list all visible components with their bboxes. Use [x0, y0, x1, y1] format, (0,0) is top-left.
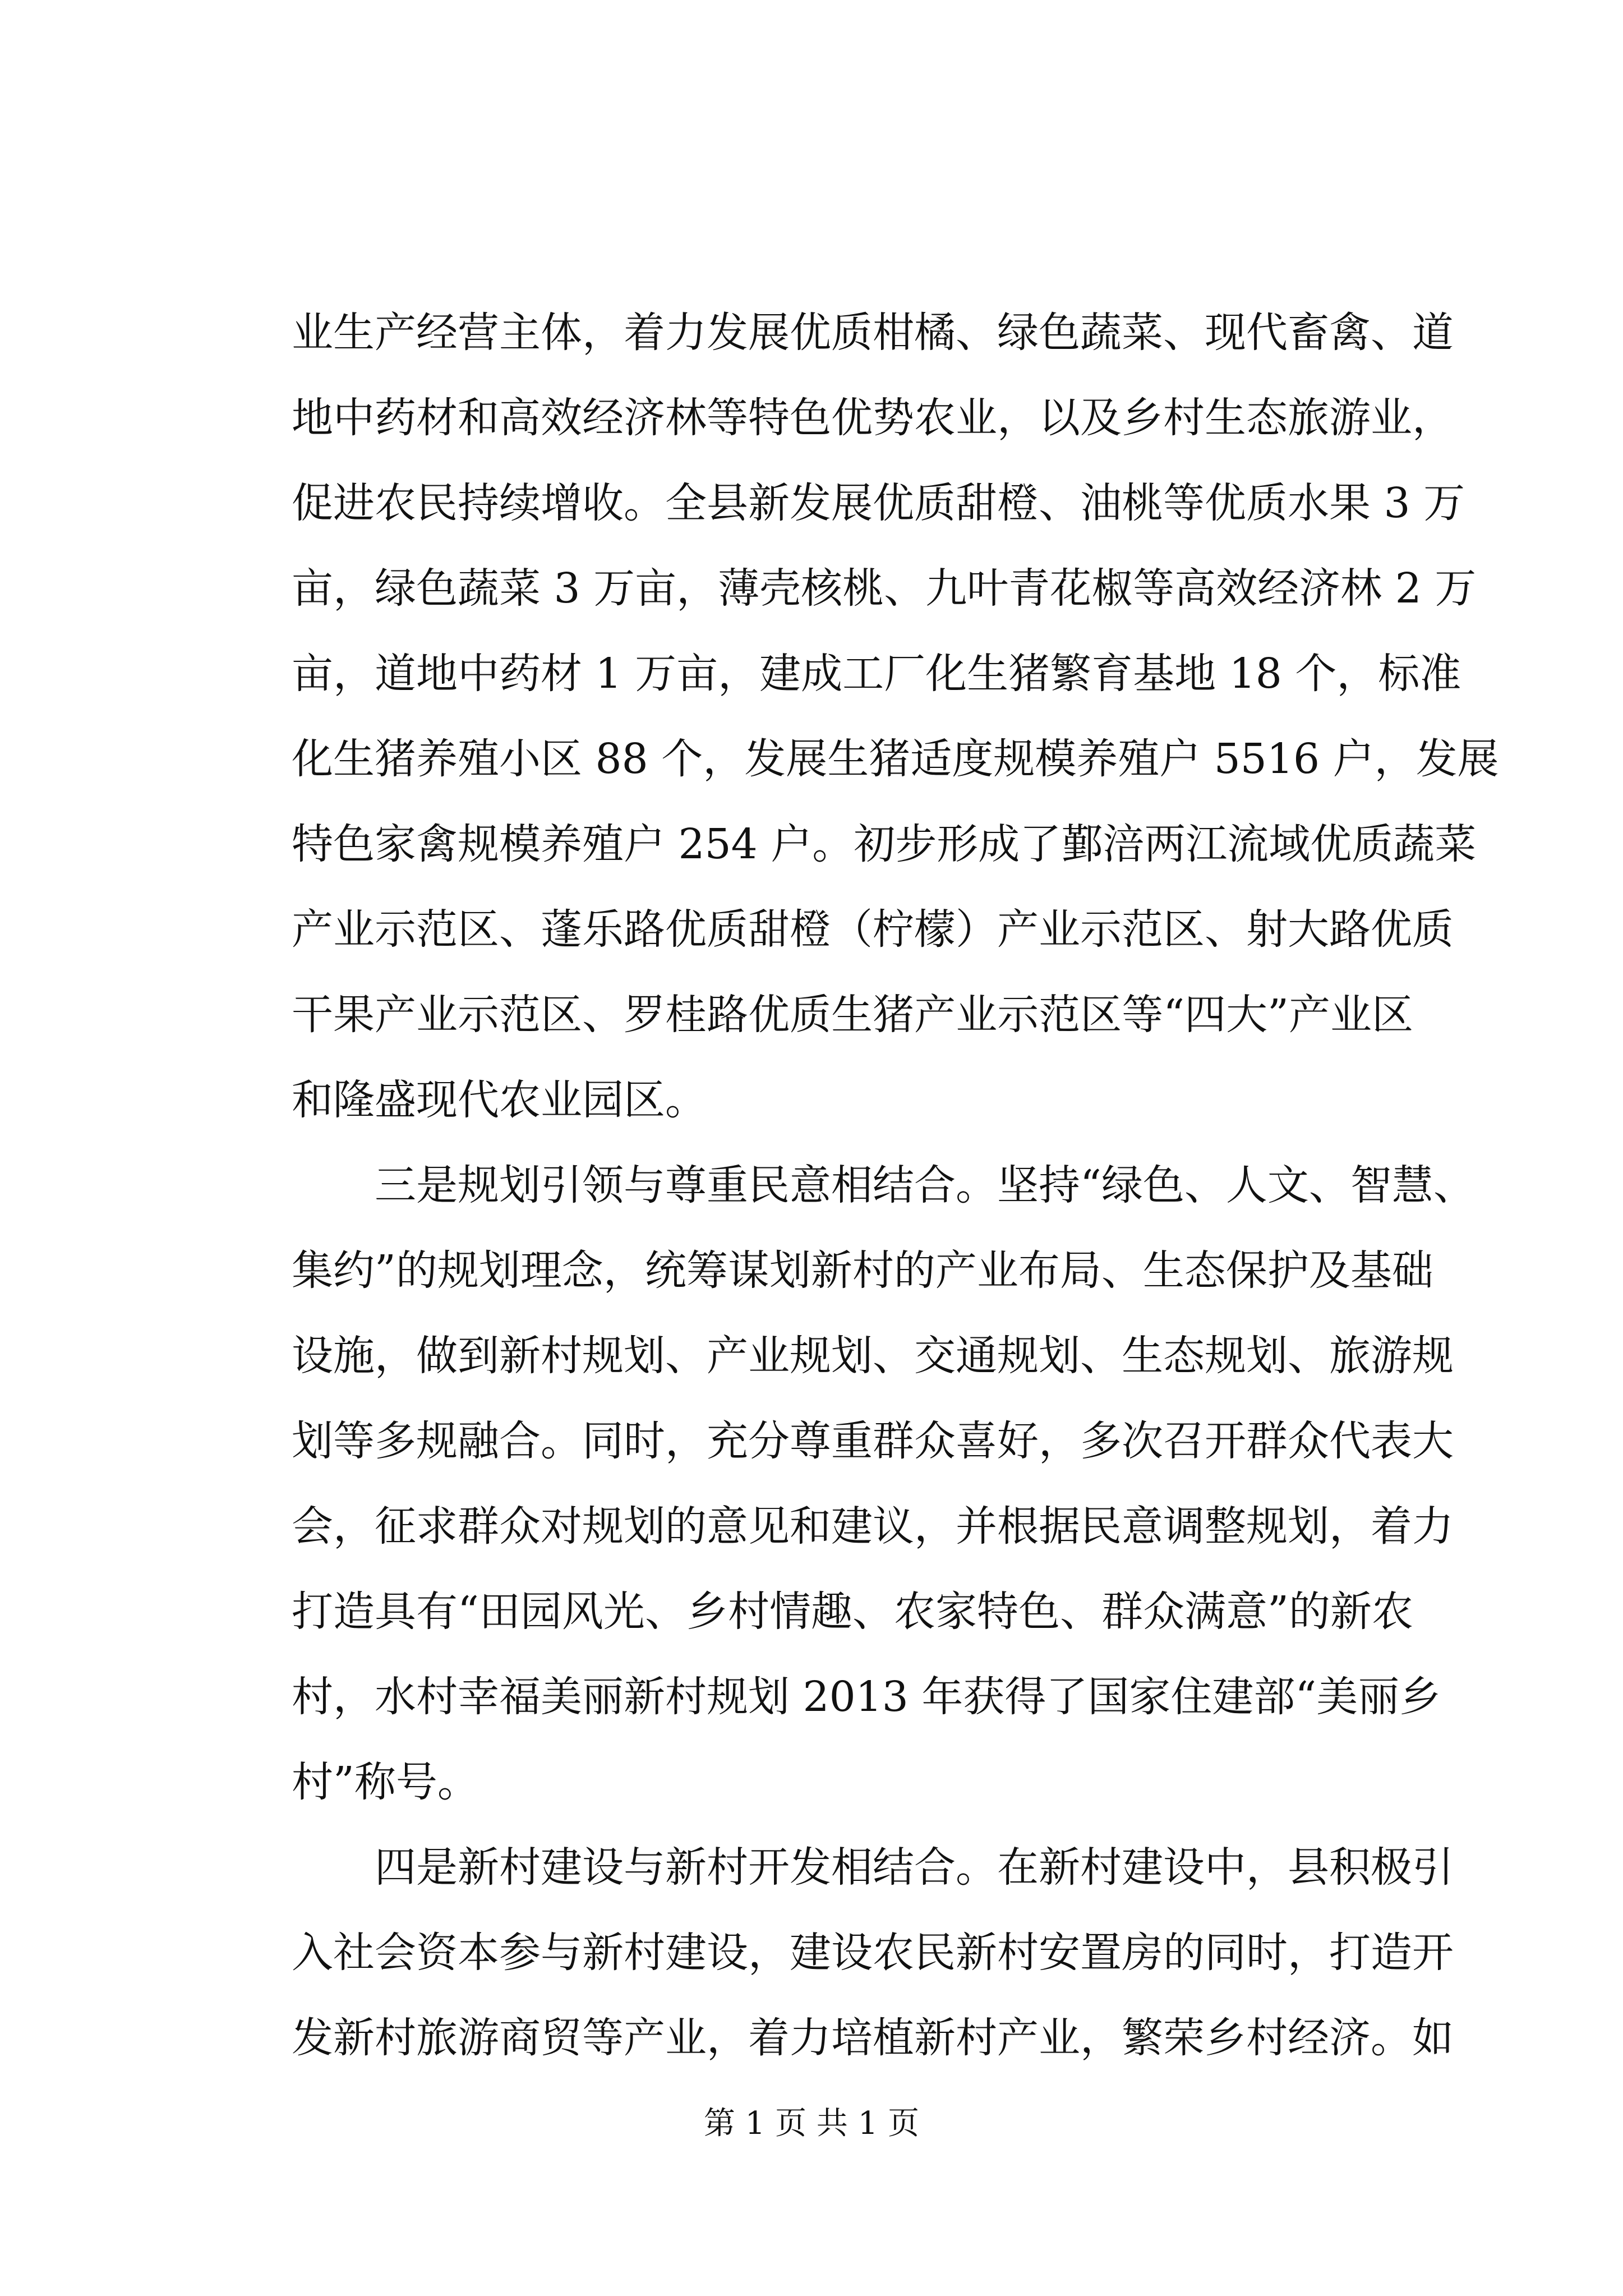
text-line: 地中药材和高效经济林等特色优势农业，以及乡村生态旅游业，: [292, 394, 1454, 442]
text-line: 干果产业示范区、罗桂路优质生猪产业示范区等“四大”产业区: [292, 991, 1413, 1039]
paragraph-first-line: 三是规划引领与尊重民意相结合。坚持“绿色、人文、智慧、: [375, 1161, 1475, 1209]
page-footer: 第 1 页 共 1 页: [703, 2105, 920, 2142]
text-line: 业生产经营主体，着力发展优质柑橘、绿色蔬菜、现代畜禽、道: [292, 309, 1454, 357]
text-line: 和隆盛现代农业园区。: [292, 1076, 707, 1124]
text-line: 村”称号。: [292, 1758, 479, 1806]
text-line: 化生猪养殖小区 88 个，发展生猪适度规模养殖户 5516 户，发展: [292, 735, 1499, 783]
text-line: 打造具有“田园风光、乡村情趣、农家特色、群众满意”的新农: [292, 1588, 1413, 1636]
text-line: 划等多规融合。同时，充分尊重群众喜好，多次召开群众代表大: [292, 1417, 1454, 1465]
text-line: 入社会资本参与新村建设，建设农民新村安置房的同时，打造开: [292, 1929, 1454, 1977]
text-line: 村，水村幸福美丽新村规划 2013 年获得了国家住建部“美丽乡: [292, 1673, 1441, 1721]
text-line: 设施，做到新村规划、产业规划、交通规划、生态规划、旅游规: [292, 1332, 1454, 1380]
text-line: 亩，道地中药材 1 万亩，建成工厂化生猪繁育基地 18 个，标准: [292, 650, 1461, 698]
text-line: 特色家禽规模养殖户 254 户。初步形成了鄞涪两江流域优质蔬菜: [292, 820, 1477, 868]
text-line: 集约”的规划理念，统筹谋划新村的产业布局、生态保护及基础: [292, 1246, 1433, 1295]
paragraph-first-line: 四是新村建设与新村开发相结合。在新村建设中，县积极引: [375, 1843, 1454, 1892]
text-line: 发新村旅游商贸等产业，着力培植新村产业，繁荣乡村经济。如: [292, 2014, 1454, 2062]
text-line: 会，征求群众对规划的意见和建议，并根据民意调整规划，着力: [292, 1502, 1454, 1550]
text-line: 亩，绿色蔬菜 3 万亩，薄壳核桃、九叶青花椒等高效经济林 2 万: [292, 564, 1477, 613]
text-line: 促进农民持续增收。全县新发展优质甜橙、油桃等优质水果 3 万: [292, 479, 1465, 527]
text-line: 产业示范区、蓬乐路优质甜橙（柠檬）产业示范区、射大路优质: [292, 905, 1454, 954]
